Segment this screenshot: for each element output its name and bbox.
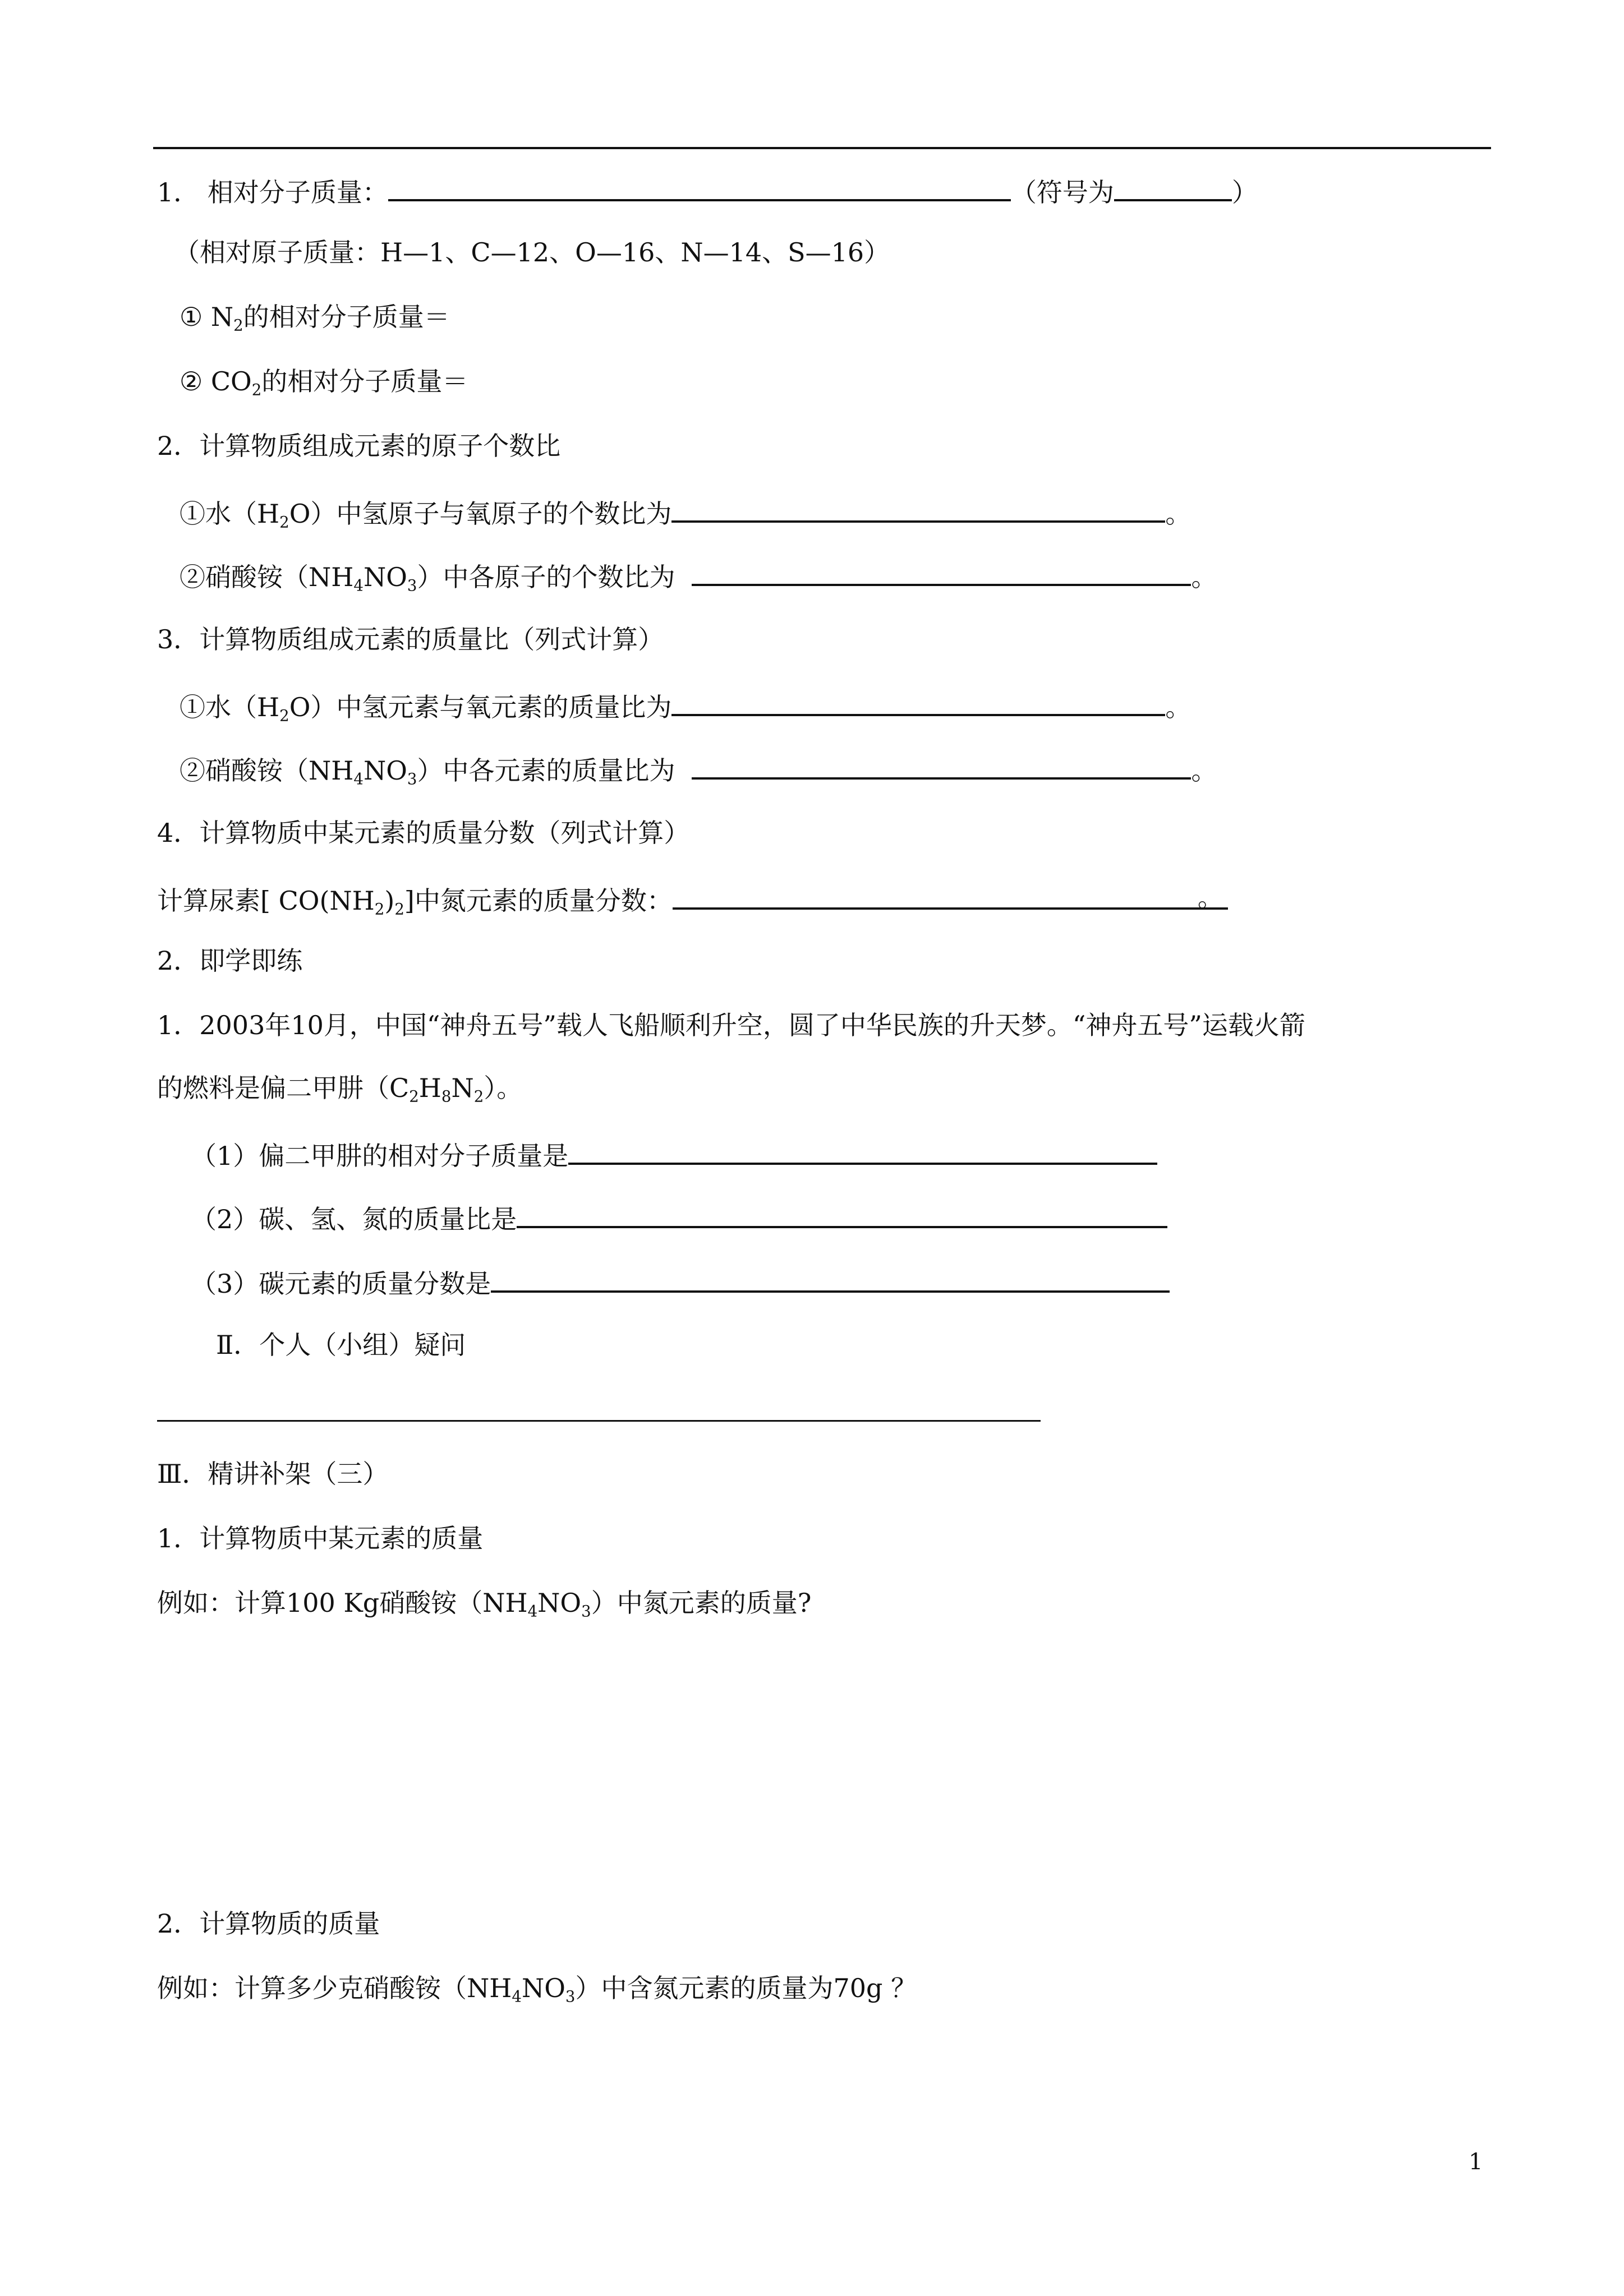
subscript: 2 xyxy=(279,513,289,532)
practice-sq3 xyxy=(191,1264,1170,1301)
lecture-s1-example xyxy=(157,1586,811,1620)
q-text: NO xyxy=(363,562,407,592)
q-text: ]中氮元素的质量分数： xyxy=(404,886,673,916)
atomic-masses-line xyxy=(174,236,890,269)
subscript: 2 xyxy=(233,316,243,335)
lecture-heading xyxy=(157,1457,388,1491)
heading-text: 3．计算物质组成元素的质量比（列式计算） xyxy=(157,624,664,654)
q-text: NO xyxy=(521,1973,565,2003)
q-text: ）中氮元素的质量? xyxy=(591,1588,812,1618)
q-text: （1）偏二甲肼的相对分子质量是 xyxy=(191,1141,569,1171)
q-text: ① N xyxy=(180,302,234,332)
subscript: 2 xyxy=(279,706,289,725)
q-text: （2）碳、氢、氮的质量比是 xyxy=(191,1204,517,1234)
subscript: 2 xyxy=(409,1087,419,1106)
q-text: ②硝酸铵（NH xyxy=(180,755,354,786)
answer-blank[interactable] xyxy=(671,494,1165,523)
q-text: NO xyxy=(363,755,407,786)
sec3-heading xyxy=(157,623,664,656)
subscript: 2 xyxy=(251,380,262,399)
sec2-q2 xyxy=(180,557,1217,594)
q-text: 计算尿素[ CO(NH xyxy=(157,886,375,916)
page-number xyxy=(1469,2145,1483,2179)
subscript: 3 xyxy=(407,576,417,595)
q-text: ② CO xyxy=(180,366,252,397)
q-text: NO xyxy=(537,1588,582,1618)
practice-p1-line1 xyxy=(157,1008,1305,1042)
q-text: ②硝酸铵（NH xyxy=(180,562,354,592)
answer-blank[interactable] xyxy=(692,750,1191,780)
heading-text: Ⅲ．精讲补架（三） xyxy=(157,1459,389,1489)
subscript: 2 xyxy=(374,900,385,919)
heading-text: 2．计算物质的质量 xyxy=(157,1908,380,1939)
q-text: ）中各元素的质量比为 xyxy=(417,755,675,786)
symbol-open: （符号为 xyxy=(1010,177,1114,208)
q-text: O）中氢原子与氧原子的个数比为 xyxy=(289,499,672,529)
period: 。 xyxy=(1165,692,1191,722)
sec3-q1 xyxy=(180,687,1191,724)
subscript: 4 xyxy=(353,769,364,789)
q-text: ）。 xyxy=(484,1073,523,1103)
q-text: 例如：计算100 Kg硝酸铵（NH xyxy=(157,1588,528,1618)
heading-text: 1．计算物质中某元素的质量 xyxy=(157,1523,484,1553)
q-text: 的燃料是偏二甲肼（C xyxy=(157,1073,410,1103)
answer-blank[interactable] xyxy=(692,557,1191,586)
sec1-q2 xyxy=(180,365,468,398)
lecture-s2-example xyxy=(157,1971,917,2005)
sec2-heading xyxy=(157,429,560,463)
lecture-s2-heading xyxy=(157,1907,380,1940)
q-text: H xyxy=(418,1073,441,1103)
subscript: 2 xyxy=(473,1087,484,1106)
answer-blank[interactable] xyxy=(491,1264,1170,1293)
period: 。 xyxy=(1197,882,1223,912)
symbol-close: ） xyxy=(1231,177,1258,208)
q-text: ①水（H xyxy=(180,499,280,529)
subscript: 4 xyxy=(527,1602,538,1621)
heading-text: Ⅱ．个人（小组）疑问 xyxy=(216,1330,466,1360)
sec1-heading: 1． 相对分子质量： xyxy=(157,177,388,208)
header-rule xyxy=(153,147,1491,149)
practice-heading xyxy=(157,944,302,978)
q-text: 例如：计算多少克硝酸铵（NH xyxy=(157,1973,512,2003)
answer-blank[interactable] xyxy=(671,687,1165,716)
q-text: 的相对分子质量＝ xyxy=(243,302,450,332)
subscript: 2 xyxy=(394,900,404,919)
q-text: （3）碳元素的质量分数是 xyxy=(191,1269,491,1299)
answer-blank[interactable] xyxy=(673,880,1228,910)
sec4-heading xyxy=(157,816,689,850)
q-text: ①水（H xyxy=(180,692,280,722)
q-text: ）中各原子的个数比为 xyxy=(417,562,675,592)
lecture-s1-heading xyxy=(157,1522,483,1555)
sec4-q xyxy=(157,880,1228,918)
answer-blank[interactable] xyxy=(517,1199,1167,1228)
practice-sq2 xyxy=(191,1199,1167,1236)
q-text: 的相对分子质量＝ xyxy=(261,366,468,397)
q-text: ）中含氮元素的质量为70g ？ xyxy=(575,1973,917,2003)
sec1-heading-line xyxy=(157,172,1258,209)
practice-p1-line2 xyxy=(157,1071,522,1105)
answer-blank[interactable] xyxy=(388,172,1011,201)
page-number-text: 1 xyxy=(1469,2149,1483,2175)
atomic-masses: （相对原子质量：H—1、C—12、O—16、N—14、S—16） xyxy=(174,237,890,268)
q-text: O）中氢元素与氧元素的质量比为 xyxy=(289,692,672,722)
practice-sq1 xyxy=(191,1136,1157,1173)
doubts-answer-line[interactable] xyxy=(157,1420,1041,1422)
subscript: 4 xyxy=(512,1987,522,2006)
subscript: 3 xyxy=(565,1987,576,2006)
doubts-heading xyxy=(216,1328,466,1362)
sec3-q2 xyxy=(180,750,1217,787)
q-text: ) xyxy=(384,886,395,916)
symbol-blank[interactable] xyxy=(1114,172,1232,201)
subscript: 3 xyxy=(407,769,417,789)
answer-blank[interactable] xyxy=(568,1136,1157,1165)
q-text: N xyxy=(451,1073,474,1103)
sec2-q1 xyxy=(180,494,1191,531)
heading-text: 2．即学即练 xyxy=(157,946,303,976)
period: 。 xyxy=(1191,562,1217,592)
period: 。 xyxy=(1191,755,1217,786)
subscript: 8 xyxy=(441,1087,452,1106)
subscript: 3 xyxy=(581,1602,591,1621)
heading-text: 2．计算物质组成元素的原子个数比 xyxy=(157,431,561,461)
heading-text: 4．计算物质中某元素的质量分数（列式计算） xyxy=(157,818,690,848)
q-text: 1．2003年10月，中国“神舟五号”载人飞船顺利升空，圆了中华民族的升天梦。“神舟五号”运载火箭 xyxy=(157,1010,1305,1040)
period: 。 xyxy=(1165,499,1191,529)
subscript: 4 xyxy=(353,576,364,595)
sec1-q1 xyxy=(180,300,450,334)
